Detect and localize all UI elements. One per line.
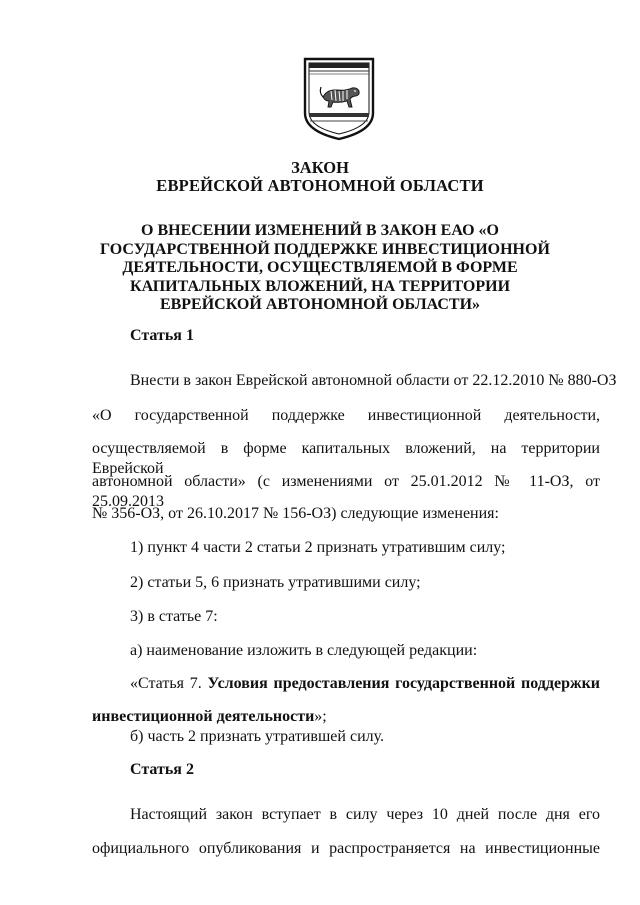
subject-line: ГОСУДАРСТВЕННОЙ ПОДДЕРЖКЕ ИНВЕСТИЦИОННОЙ	[100, 240, 550, 258]
subject-line: О ВНЕСЕНИИ ИЗМЕНЕНИЙ В ЗАКОН ЕАО «О	[141, 222, 499, 239]
law-title: ЗАКОН	[291, 158, 349, 177]
paragraph-line: «О государственной поддержке инвестиционной деятельности,	[92, 407, 600, 424]
paragraph-line: автономной области» (с изменениями от 25.01.2012 № 11-ОЗ, от 25.09.2013	[92, 473, 600, 510]
subject-line: КАПИТАЛЬНЫХ ВЛОЖЕНИЙ, НА ТЕРРИТОРИИ	[129, 277, 511, 295]
quote-line	[130, 674, 600, 694]
subject-line: ДЕЯТЕЛЬНОСТИ, ОСУЩЕСТВЛЯЕМОЙ В ФОРМЕ	[122, 259, 518, 276]
coat-of-arms-emblem	[302, 57, 376, 141]
list-item: б) часть 2 признать утратившей силу.	[130, 728, 385, 745]
law-subject	[100, 222, 550, 315]
paragraph-line: осуществляемой в форме капитальных вложений, на территории Еврейской	[92, 440, 600, 477]
paragraph-line: № 356-ОЗ, от 26.10.2017 № 156-ОЗ) следующие изменения:	[92, 505, 499, 522]
article-1-heading: Статья 1	[130, 327, 194, 344]
subject-line: ЕВРЕЙСКОЙ АВТОНОМНОЙ ОБЛАСТИ»	[159, 296, 481, 313]
list-item: а) наименование изложить в следующей редакции:	[130, 642, 478, 659]
quote-line	[92, 707, 327, 727]
paragraph-line: Внести в закон Еврейской автономной области от 22.12.2010 № 880-ОЗ	[130, 372, 617, 389]
quote-suffix: »;	[314, 708, 327, 725]
quote-prefix: «Статья 7.	[130, 675, 202, 692]
list-item: 2) статьи 5, 6 признать утратившими силу;	[130, 574, 421, 591]
law-region: ЕВРЕЙСКОЙ АВТОНОМНОЙ ОБЛАСТИ	[156, 176, 484, 195]
paragraph-line: Настоящий закон вступает в силу через 10 дней после дня его	[130, 806, 600, 823]
paragraph-line: официального опубликования и распространяется на инвестиционные	[92, 840, 600, 857]
article-2-heading: Статья 2	[130, 761, 194, 778]
list-item: 1) пункт 4 части 2 статьи 2 признать утратившим силу;	[130, 539, 506, 556]
quote-bold-text: Условия предоставления государственной поддержки	[207, 675, 601, 692]
list-item: 3) в статье 7:	[130, 608, 218, 625]
quote-bold-text: инвестиционной деятельности	[92, 708, 315, 725]
